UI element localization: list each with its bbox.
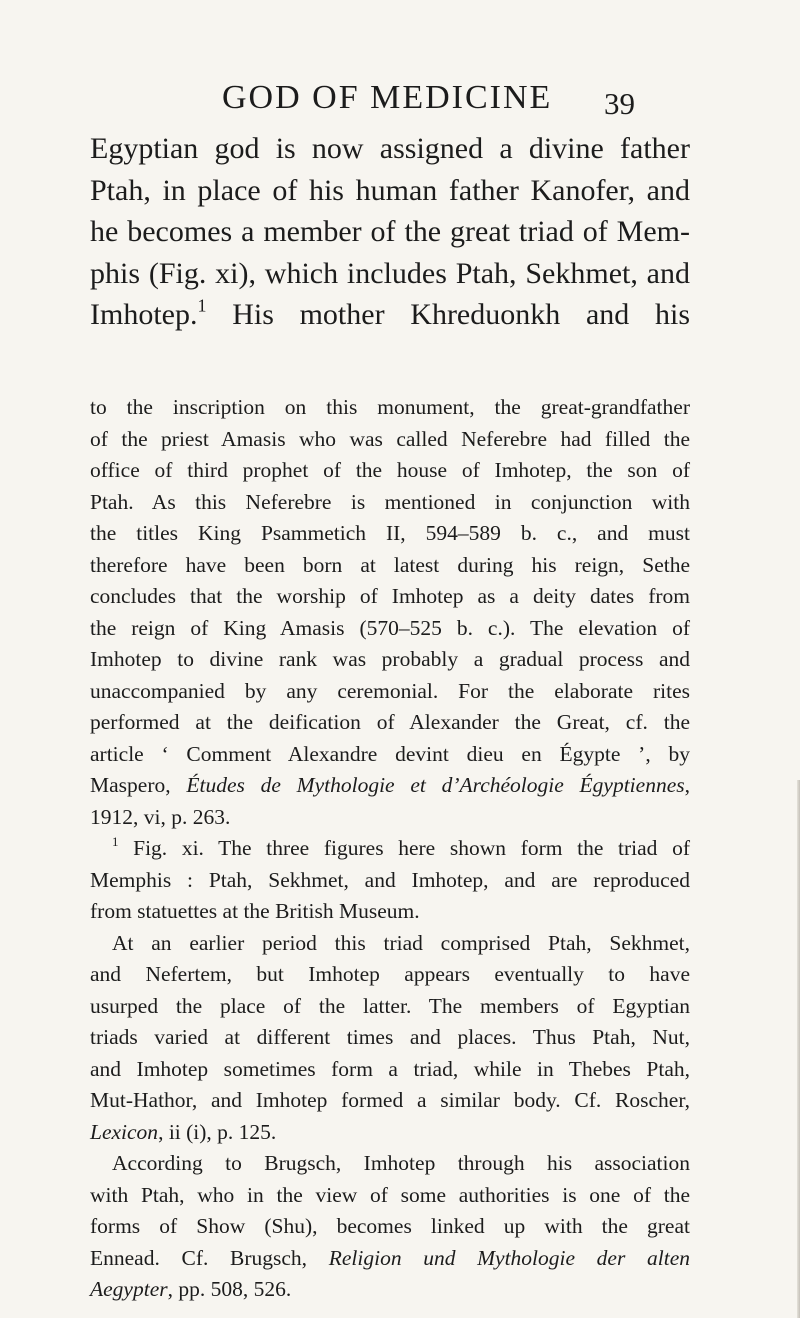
note-text: , ii (i), p. 125. (158, 1119, 277, 1144)
note-text: Fig. xi. The three figures here shown form the triad of (133, 836, 690, 860)
book-title-aegypter: Aegypter (90, 1277, 168, 1301)
note-line (90, 1274, 690, 1306)
note-line: of the priest Amasis who was called Neferebre had filled the (90, 426, 690, 451)
note-line: article ‘ Comment Alexandre devint dieu en Égypte ’, by (90, 741, 690, 766)
book-title-maspero: Études de Mythologie et d’Archéologie Égyptiennes (186, 773, 685, 797)
note-line: with Ptah, who in the view of some authorities is one of the (90, 1182, 690, 1207)
page-number: 39 (604, 86, 635, 121)
body-line-part: Imhotep. (90, 298, 198, 331)
note-line (90, 1243, 690, 1275)
body-line: Egyptian god is now assigned a divine father (90, 132, 690, 165)
note-text: , (684, 773, 690, 797)
note-line: According to Brugsch, Imhotep through his association (112, 1151, 690, 1175)
running-title: GOD OF MEDICINE (222, 79, 553, 116)
book-title-brugsch: Religion und Mythologie der alten (328, 1245, 690, 1270)
note-line: usurped the place of the latter. The members of Egyptian (90, 993, 690, 1018)
book-title-lexicon: Lexicon (90, 1119, 159, 1144)
running-head (0, 78, 800, 128)
body-line: he becomes a member of the great triad of Mem- (90, 215, 690, 248)
note-line: to the inscription on this monument, the great-grandfather (90, 395, 690, 419)
note-line: office of third prophet of the house of Imhotep, the son of (90, 458, 690, 482)
note-line (90, 770, 690, 802)
note-line: therefore have been born at latest during his reign, Sethe (90, 552, 690, 577)
body-line: Ptah, in place of his human father Kanofer, and (90, 173, 690, 207)
main-text (90, 128, 690, 336)
note-line: triads varied at different times and places. Thus Ptah, Nut, (90, 1025, 690, 1049)
note-line (90, 1117, 690, 1149)
note-line: Imhotep to divine rank was probably a gradual process and (90, 647, 690, 671)
note-line: the reign of King Amasis (570–525 b. c.). The elevation of (90, 615, 690, 640)
note-line: unaccompanied by any ceremonial. For the elaborate rites (90, 678, 690, 703)
footnote-reference: 1 (197, 295, 207, 316)
note-line: At an earlier period this triad comprised Ptah, Sekhmet, (112, 930, 690, 955)
note-line: performed at the deification of Alexander the Great, cf. the (90, 710, 690, 734)
body-line (90, 294, 690, 336)
note-text: Maspero, (90, 773, 187, 797)
note-text: Ennead. Cf. Brugsch, (90, 1245, 329, 1270)
note-line: 1912, vi, p. 263. (90, 804, 231, 829)
note-line: forms of Show (Shu), becomes linked up with the great (90, 1214, 690, 1238)
footnote-1-line (90, 833, 690, 865)
note-line: the titles King Psammetich II, 594–589 b. c., and must (90, 521, 690, 545)
body-line: phis (Fig. xi), which includes Ptah, Sekhmet, and (90, 256, 690, 290)
note-text: , pp. 508, 526. (167, 1277, 292, 1301)
note-line: concludes that the worship of Imhotep as a deity dates from (90, 584, 690, 608)
footnote-marker: 1 (112, 834, 119, 849)
footnotes (90, 392, 690, 1306)
body-line-part: His mother Khreduonkh and his (232, 298, 690, 331)
note-line: and Imhotep sometimes form a triad, while in Thebes Ptah, (90, 1056, 690, 1081)
note-line: and Nefertem, but Imhotep appears eventually to have (90, 962, 690, 986)
note-line: Mut-Hathor, and Imhotep formed a similar body. Cf. Roscher, (90, 1088, 690, 1112)
note-line: from statuettes at the British Museum. (90, 899, 420, 923)
note-line: Ptah. As this Neferebre is mentioned in conjunction with (90, 489, 690, 514)
note-line: Memphis : Ptah, Sekhmet, and Imhotep, and are reproduced (90, 867, 690, 892)
